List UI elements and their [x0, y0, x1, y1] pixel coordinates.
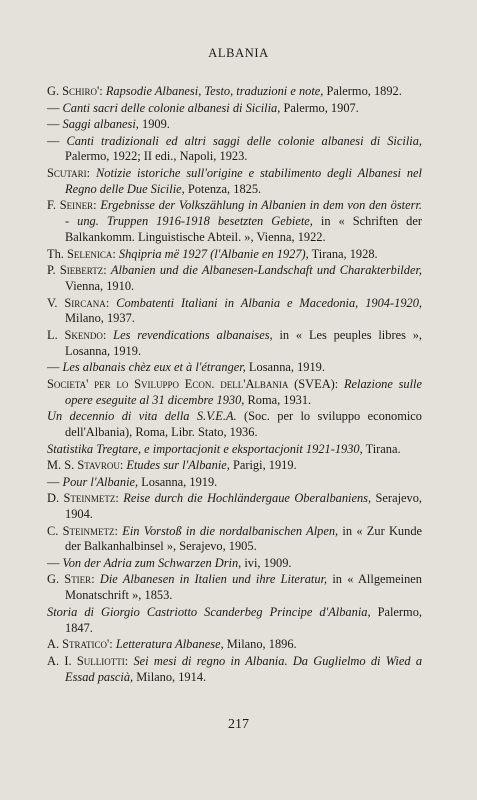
entry-text: :	[86, 165, 97, 180]
author-name: Seiner	[59, 198, 94, 213]
entry-text: —	[47, 360, 63, 375]
author-name: Societa' per lo Sviluppo Econ. dell'Albania	[47, 376, 289, 391]
bibliography-entry	[47, 475, 422, 491]
entry-text: Palermo, 1922; II edi., Napoli, 1923.	[65, 149, 248, 164]
author-name: Selenica	[66, 246, 113, 261]
bibliography-entry	[47, 491, 422, 523]
entry-text: in « Zur Kunde der Balkanhalbinsel », Serajevo, 1905.	[65, 523, 423, 554]
bibliography-entry	[47, 296, 422, 328]
bibliography-entry	[47, 117, 422, 133]
work-title: Canti sacri delle colonie albanesi di Sicilia,	[62, 100, 281, 115]
work-title: Un decennio di vita della S.V.E.A.	[47, 409, 237, 424]
bibliography-entry	[47, 377, 422, 409]
entry-text: (Soc. per lo sviluppo economico dell'Albania), Roma, Libr. Stato, 1936.	[65, 409, 422, 440]
author-name: Stavrou	[77, 458, 120, 473]
bibliography-entry	[47, 605, 422, 637]
bibliography-entry	[47, 101, 422, 117]
entry-text: L.	[47, 327, 65, 342]
author-name: Siebertz	[59, 263, 104, 278]
bibliography-entry	[47, 442, 422, 458]
entry-text: in « Allgemeinen Monatschrift », 1853.	[65, 572, 422, 603]
entry-text: Milano, 1896.	[223, 637, 297, 652]
bibliography-entry	[47, 134, 422, 166]
entry-text: Losanna, 1919.	[138, 474, 218, 489]
entry-text: ivi, 1909.	[241, 555, 292, 570]
entry-text: Roma, 1931.	[244, 392, 312, 407]
work-title: Albanien und die Albanesen-Landschaft und Charakterbilder,	[110, 263, 422, 278]
entry-text: P.	[47, 263, 60, 278]
bibliography-entry	[47, 556, 422, 572]
author-name: Stratico'	[62, 637, 110, 652]
entry-text: A.	[47, 637, 63, 652]
bibliography-entry	[47, 84, 422, 100]
entry-text: M. S.	[47, 458, 78, 473]
entry-text: 1909.	[138, 117, 170, 131]
work-title: Storia di Giorgio Castriotto Scanderbeg Principe d'Albania,	[47, 604, 371, 619]
entry-text: Vienna, 1910.	[65, 279, 135, 294]
entry-text: :	[93, 198, 101, 213]
entry-text: —	[47, 117, 63, 131]
entry-text: Th.	[47, 246, 67, 261]
bibliography-entry	[47, 166, 422, 198]
work-title: Ergebnisse der Volkszählung in Albanien in dem von den österr. - ung. Truppen 1916-1918 besetzten Gebiete,	[65, 198, 422, 229]
work-title: Reise durch die Hochländergaue Oberalbaniens,	[123, 491, 372, 506]
entry-text: :	[99, 84, 106, 98]
bibliography-entry	[47, 572, 422, 604]
work-title: Notizie istoriche sull'origine e stabilimento degli Albanesi nel Regno delle Due Sicilie,	[65, 165, 423, 196]
author-name: Stier	[64, 572, 92, 587]
work-title: Les albanais chèz eux et à l'étranger,	[62, 360, 246, 375]
entry-text: :	[103, 263, 111, 278]
work-title: Letteratura Albanese,	[115, 637, 224, 652]
entry-text: —	[47, 100, 63, 115]
work-title: Relazione sulle opere eseguite al 31 dicembre 1930,	[65, 376, 422, 407]
work-title: Die Albanesen in Italien und ihre Literatur,	[99, 572, 328, 587]
bibliography-entry	[47, 409, 422, 441]
bibliography-entry	[47, 360, 422, 376]
bibliography-entry	[47, 328, 422, 360]
author-name: Sircana	[64, 295, 106, 310]
entry-text: in « Les peuples libres », Losanna, 1919.	[65, 327, 423, 358]
page-number: 217	[228, 717, 249, 732]
entry-text: —	[47, 555, 63, 570]
entry-text: Serajevo, 1904.	[65, 491, 422, 522]
bibliography-list	[47, 84, 422, 686]
entry-text: Losanna, 1919.	[245, 360, 325, 375]
entry-text: V.	[47, 295, 65, 310]
entry-text: :	[119, 458, 127, 473]
work-title: Rapsodie Albanesi, Testo, traduzioni e note,	[105, 84, 324, 98]
bibliography-entry	[47, 198, 422, 246]
entry-text: :	[102, 327, 114, 342]
work-title: Combatenti Italiani in Albania e Macedonia, 1904-1920,	[116, 295, 423, 310]
entry-text: Tirana, 1928.	[308, 246, 378, 261]
entry-text: (SVEA):	[288, 376, 344, 391]
bibliography-entry	[47, 247, 422, 263]
entry-text: :	[109, 637, 116, 652]
entry-text: :	[91, 572, 100, 587]
author-name: Schiro'	[62, 84, 100, 98]
bibliography-entry	[47, 524, 422, 556]
entry-text: C.	[47, 523, 63, 538]
entry-text: in « Schriften der Balkankomm. Linguistische Abteil. », Vienna, 1922.	[65, 214, 422, 245]
bibliography-entry	[47, 458, 422, 474]
bibliography-entry	[47, 637, 422, 653]
work-title: Ein Vorstoß in die nordalbanischen Alpen,	[122, 523, 339, 538]
author-name: Steinmetz	[62, 523, 115, 538]
entry-text: A. I.	[47, 653, 77, 668]
entry-text: F.	[47, 198, 60, 213]
entry-text: Milano, 1914.	[133, 669, 207, 684]
bibliography-entry	[47, 263, 422, 295]
author-name: Sulliotti	[76, 653, 125, 668]
work-title: Etudes sur l'Albanie,	[126, 458, 230, 473]
entry-text: G.	[47, 572, 65, 587]
entry-text: Palermo, 1892.	[323, 84, 402, 98]
entry-text: :	[105, 295, 117, 310]
bibliography-entry	[47, 654, 422, 686]
work-title: Les revendications albanaises,	[113, 327, 273, 342]
entry-text: :	[114, 523, 123, 538]
entry-text: Parigi, 1919.	[229, 458, 297, 473]
author-name: Skendo	[64, 327, 103, 342]
work-title: Saggi albanesi,	[62, 117, 139, 131]
work-title: Pour l'Albanie,	[62, 474, 139, 489]
entry-text: Potenza, 1825.	[184, 181, 262, 196]
entry-text: D.	[47, 491, 64, 506]
work-title: Sei mesi di regno in Albania. Da Guglielmo di Wied a Essad pascià,	[65, 653, 423, 684]
entry-text: :	[115, 491, 124, 506]
entry-text: Palermo, 1907.	[280, 100, 359, 115]
author-name: Steinmetz	[63, 491, 116, 506]
entry-text: —	[47, 133, 67, 148]
work-title: Statistika Tregtare, e importacjonit e eksportacjonit 1921-1930,	[47, 441, 363, 456]
entry-text: G.	[47, 84, 63, 98]
author-name: Scutari	[47, 165, 87, 180]
work-title: Shqipria më 1927 (l'Albanie en 1927),	[118, 246, 309, 261]
entry-text: —	[47, 474, 63, 489]
entry-text: :	[124, 653, 134, 668]
work-title: Von der Adria zum Schwarzen Drin,	[62, 555, 242, 570]
entry-text: Palermo, 1847.	[65, 604, 422, 635]
running-header: ALBANIA	[208, 46, 269, 60]
entry-text: Tirana.	[362, 441, 401, 456]
entry-text: :	[112, 246, 119, 261]
entry-text: Milano, 1937.	[65, 311, 135, 326]
work-title: Canti tradizionali ed altri saggi delle colonie albanesi di Sicilia,	[66, 133, 422, 148]
